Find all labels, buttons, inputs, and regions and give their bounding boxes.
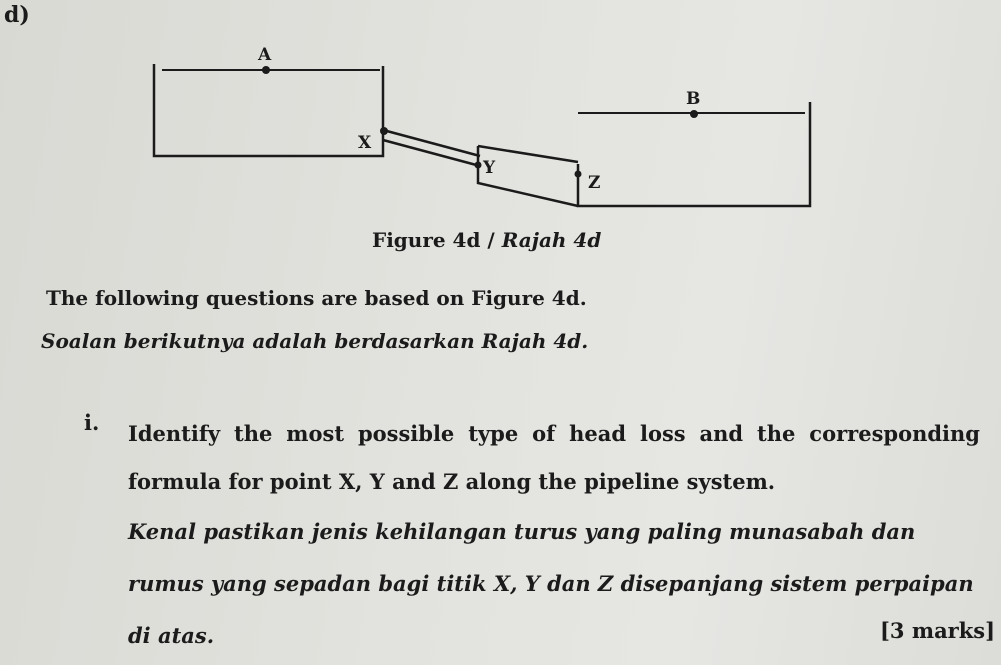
point-z-marker <box>575 171 582 178</box>
marks-allocation: [3 marks] <box>880 618 996 643</box>
label-a: A <box>258 45 272 65</box>
question-text-english: Identify the most possible type of head loss and the corresponding formula for point X, Y and Z along the pipeline system. <box>128 421 980 494</box>
label-y: Y <box>483 158 496 178</box>
label-x: X <box>358 133 372 153</box>
label-b: B <box>686 89 701 109</box>
point-b-marker <box>690 110 698 118</box>
caption-malay: Rajah 4d <box>501 228 602 252</box>
point-y-marker <box>475 162 482 169</box>
intro-english: The following questions are based on Figure 4d. <box>46 286 587 310</box>
question-label: d) <box>4 2 30 28</box>
item-number: i. <box>84 410 100 435</box>
reservoir-a <box>154 64 383 156</box>
label-z: Z <box>588 173 601 193</box>
question-text-malay: Kenal pastikan jenis kehilangan turus yang paling munasabah dan rumus yang sepadan bagi titik X, Y dan Z disepanjang sistem perpaipan di atas. <box>128 519 974 648</box>
figure-caption <box>372 228 601 252</box>
point-x-marker <box>380 127 388 135</box>
point-a-marker <box>262 66 270 74</box>
figure-4d-diagram <box>140 40 820 220</box>
intro-malay: Soalan berikutnya adalah berdasarkan Rajah 4d. <box>41 329 589 353</box>
caption-english: Figure 4d / <box>372 228 502 252</box>
